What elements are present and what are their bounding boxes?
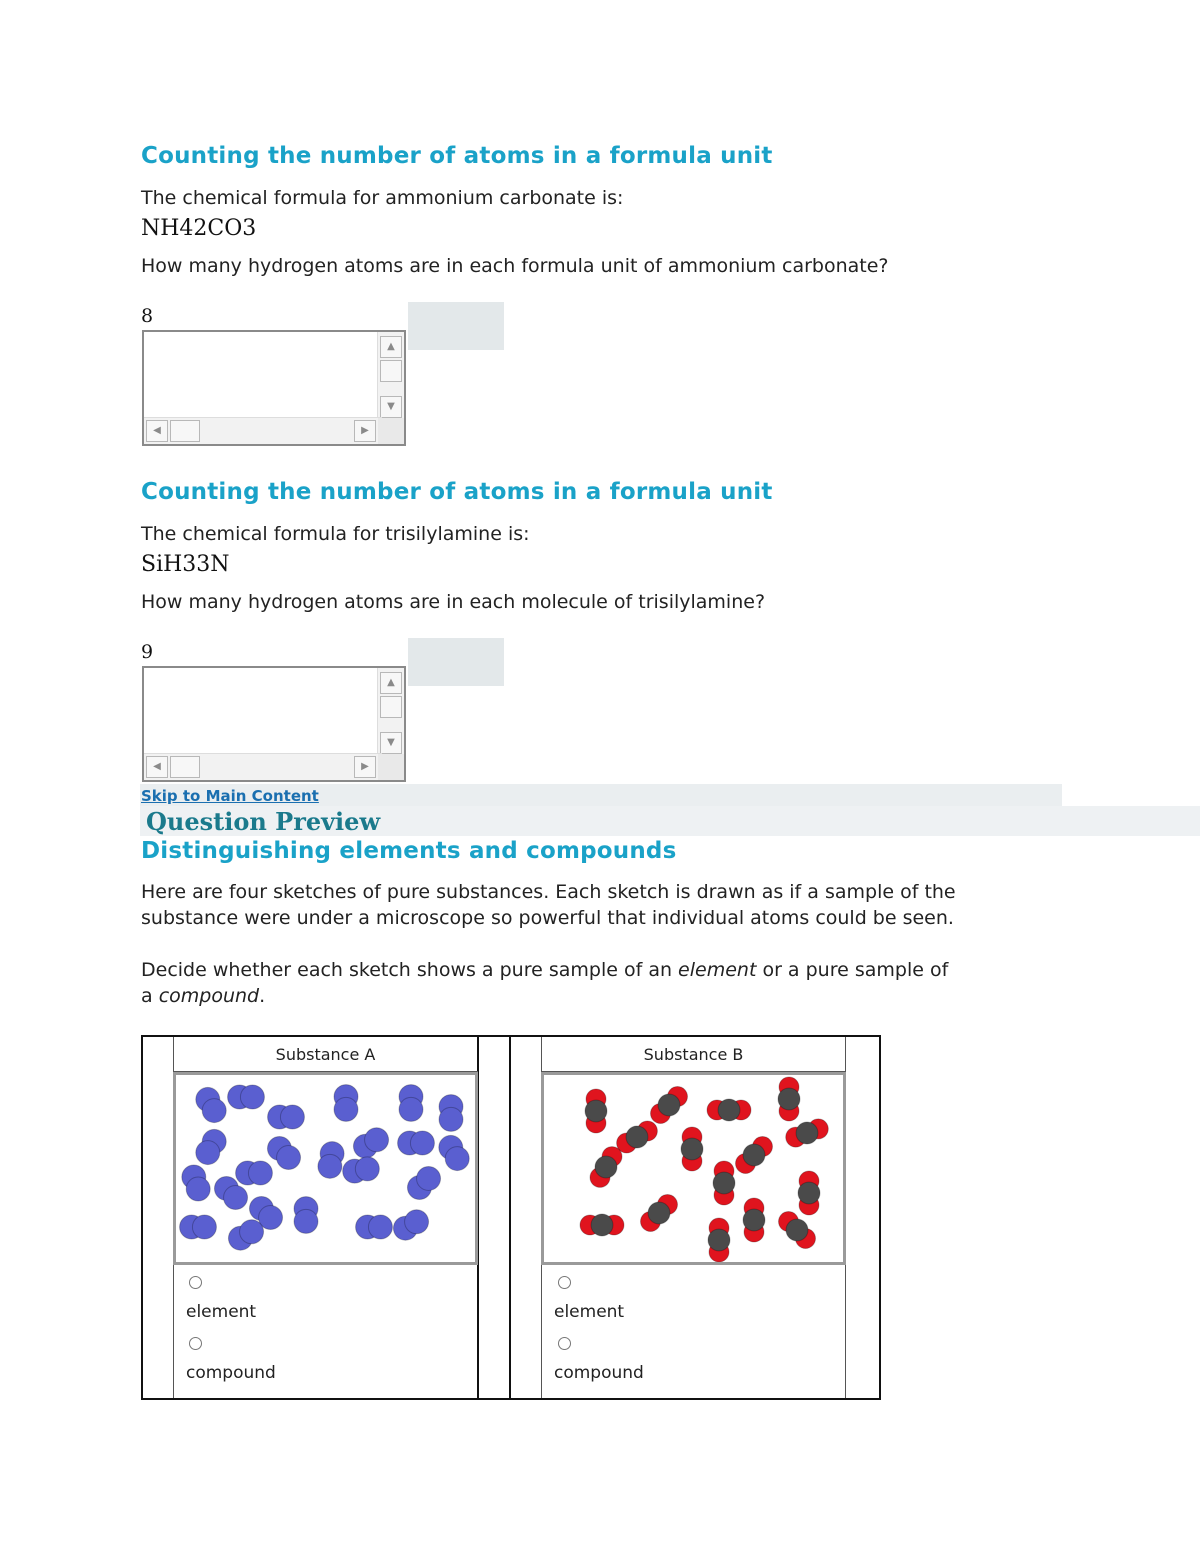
q1-heading: Counting the number of atoms in a formula unit	[141, 143, 773, 169]
q2-answer: 9	[141, 641, 154, 663]
scroll-thumb[interactable]	[380, 360, 402, 382]
atom	[786, 1219, 808, 1241]
substance-b-element-radio[interactable]	[558, 1276, 571, 1289]
scroll-thumb[interactable]	[170, 420, 200, 442]
question-preview-title: Question Preview	[146, 807, 381, 836]
scroll-up-icon[interactable]: ▲	[380, 336, 402, 358]
q1-question: How many hydrogen atoms are in each formula unit of ammonium carbonate?	[141, 255, 889, 277]
atom	[595, 1156, 617, 1178]
atom	[743, 1209, 765, 1231]
q1-vertical-scrollbar[interactable]	[377, 332, 404, 418]
table-divider	[509, 1037, 511, 1398]
atom	[743, 1144, 765, 1166]
scroll-up-icon[interactable]: ▲	[380, 672, 402, 694]
scroll-corner	[378, 754, 404, 780]
atom	[439, 1107, 463, 1131]
q2-vertical-scrollbar[interactable]	[377, 668, 404, 754]
atom	[778, 1088, 800, 1110]
scroll-thumb[interactable]	[380, 696, 402, 718]
q1-answer-textarea[interactable]	[142, 330, 406, 446]
substance-b-sketch	[541, 1072, 846, 1265]
substance-b-compound-label: compound	[554, 1363, 644, 1383]
q2-question: How many hydrogen atoms are in each molecule of trisilylamine?	[141, 591, 766, 613]
scroll-corner	[378, 418, 404, 444]
atom	[224, 1186, 248, 1210]
atom	[658, 1094, 680, 1116]
atom	[186, 1177, 210, 1201]
q1-answer: 8	[141, 305, 154, 327]
atom	[648, 1202, 670, 1224]
atom	[585, 1100, 607, 1122]
substance-b-compound-radio[interactable]	[558, 1337, 571, 1350]
q1-horizontal-scrollbar[interactable]	[144, 417, 382, 444]
scroll-down-icon[interactable]: ▼	[380, 732, 402, 754]
atom	[240, 1085, 264, 1109]
atom	[405, 1210, 429, 1234]
substance-a-element-label: element	[186, 1302, 257, 1322]
scroll-right-icon[interactable]: ▶	[354, 756, 376, 778]
substance-a-compound-radio[interactable]	[189, 1337, 202, 1350]
atom	[240, 1220, 264, 1244]
q2-prompt: The chemical formula for trisilylamine is:	[141, 523, 530, 545]
atom	[399, 1097, 423, 1121]
atom	[318, 1154, 342, 1178]
scroll-left-icon[interactable]: ◀	[146, 756, 168, 778]
q1-prompt: The chemical formula for ammonium carbonate is:	[141, 187, 624, 209]
atom	[280, 1105, 304, 1129]
q2-feedback-block	[408, 638, 504, 686]
q2-formula: SiH33N	[141, 552, 230, 577]
atom	[681, 1138, 703, 1160]
q2-horizontal-scrollbar[interactable]	[144, 753, 382, 780]
scroll-down-icon[interactable]: ▼	[380, 396, 402, 418]
atom	[196, 1141, 220, 1165]
atom	[591, 1214, 613, 1236]
atom	[248, 1161, 272, 1185]
atom	[277, 1146, 301, 1170]
atom	[417, 1166, 441, 1190]
atom	[355, 1157, 379, 1181]
atom	[445, 1147, 469, 1171]
q3-intro-line2: substance were under a microscope so powerful that individual atoms could be seen.	[141, 907, 954, 929]
substance-a-compound-label: compound	[186, 1363, 276, 1383]
substance-b-title: Substance B	[643, 1045, 744, 1064]
substance-a-title: Substance A	[275, 1045, 376, 1064]
atom	[365, 1128, 389, 1152]
q3-instruction-line2: a compound.	[141, 985, 266, 1007]
substance-a-element-radio[interactable]	[189, 1276, 202, 1289]
substance-b-molecules	[544, 1075, 843, 1262]
atom	[410, 1131, 434, 1155]
substance-b-element-label: element	[554, 1302, 625, 1322]
scroll-thumb[interactable]	[170, 756, 200, 778]
atom	[334, 1097, 358, 1121]
atom	[718, 1099, 740, 1121]
q2-answer-textarea[interactable]	[142, 666, 406, 782]
q1-feedback-block	[408, 302, 504, 350]
atom	[192, 1215, 216, 1239]
q3-heading: Distinguishing elements and compounds	[141, 838, 677, 864]
atom	[708, 1229, 730, 1251]
q2-heading: Counting the number of atoms in a formula unit	[141, 479, 773, 505]
q3-instruction-line1: Decide whether each sketch shows a pure sample of an element or a pure sample of	[141, 959, 949, 981]
q3-intro-line1: Here are four sketches of pure substances. Each sketch is drawn as if a sample of the	[141, 881, 956, 903]
atom	[202, 1099, 226, 1123]
atom	[798, 1182, 820, 1204]
atom	[294, 1209, 318, 1233]
atom	[713, 1172, 735, 1194]
scroll-left-icon[interactable]: ◀	[146, 420, 168, 442]
q1-formula: NH42CO3	[141, 216, 257, 241]
scroll-right-icon[interactable]: ▶	[354, 420, 376, 442]
skip-to-main-link[interactable]: Skip to Main Content	[141, 787, 319, 805]
substance-a-molecules	[176, 1075, 475, 1262]
atom	[368, 1215, 392, 1239]
atom	[626, 1126, 648, 1148]
substance-a-sketch	[173, 1072, 478, 1265]
atom	[796, 1122, 818, 1144]
